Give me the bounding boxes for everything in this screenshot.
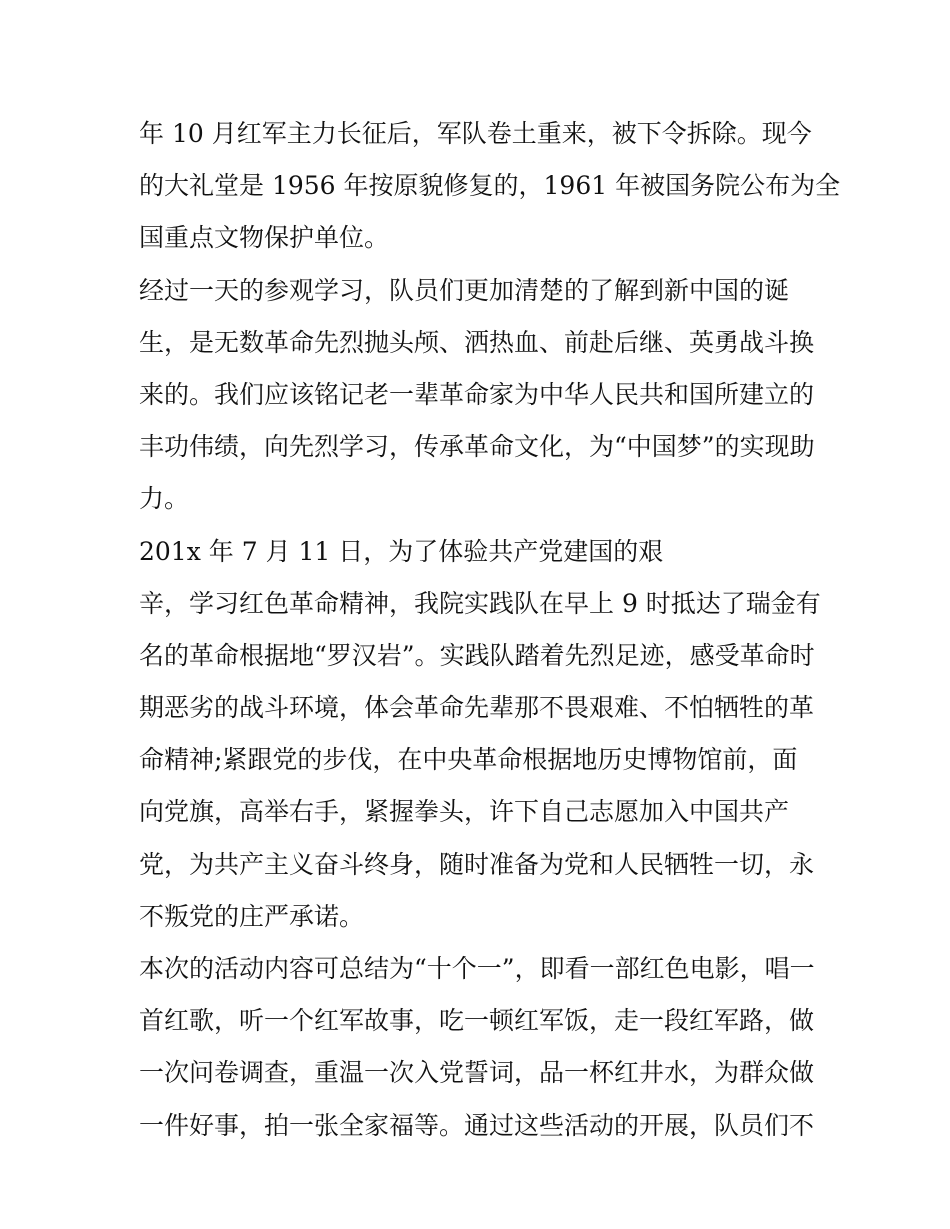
text-line: 丰功伟绩，向先烈学习，传承革命文化，为“中国梦”的实现助 (139, 432, 815, 462)
text-line: 一件好事，拍一张全家福等。通过这些活动的开展，队员们不 (139, 1110, 815, 1140)
text-line: 向党旗，高举右手，紧握拳头，许下自己志愿加入中国共产 (139, 797, 790, 827)
text-line: 生，是无数革命先烈抛头颅、洒热血、前赴后继、英勇战斗换 (139, 327, 815, 357)
text-line: 国重点文物保护单位。 (139, 223, 390, 253)
text-line: 期恶劣的战斗环境，体会革命先辈那不畏艰难、不怕牺牲的革 (139, 693, 815, 723)
text-line: 辛，学习红色革命精神，我院实践队在早上 9 时抵达了瑞金有 (139, 588, 821, 618)
text-line: 的大礼堂是 1956 年按原貌修复的，1961 年被国务院公布为全 (139, 171, 841, 201)
text-line: 命精神;紧跟党的步伐，在中央革命根据地历史博物馆前，面 (139, 745, 798, 775)
text-line: 本次的活动内容可总结为“十个一”，即看一部红色电影，唱一 (139, 954, 815, 983)
text-line: 一次问卷调查，重温一次入党誓词，品一杯红井水，为群众做 (139, 1058, 815, 1088)
text-line: 经过一天的参观学习，队员们更加清楚的了解到新中国的诞 (139, 275, 790, 305)
document-body (139, 108, 841, 1152)
text-line: 力。 (139, 484, 190, 514)
text-line: 201x 年 7 月 11 日，为了体验共产党建国的艰 (139, 536, 664, 566)
text-line: 名的革命根据地“罗汉岩”。实践队踏着先烈足迹，感受革命时 (139, 640, 815, 670)
text-line: 年 10 月红军主力长征后，军队卷土重来，被下令拆除。现今 (139, 119, 812, 148)
text-line: 来的。我们应该铭记老一辈革命家为中华人民共和国所建立的 (139, 379, 815, 409)
text-line: 党，为共产主义奋斗终身，随时准备为党和人民牺牲一切，永 (139, 849, 815, 879)
text-line: 首红歌，听一个红军故事，吃一顿红军饭，走一段红军路，做 (139, 1006, 815, 1036)
text-line: 不叛党的庄严承诺。 (139, 901, 365, 931)
